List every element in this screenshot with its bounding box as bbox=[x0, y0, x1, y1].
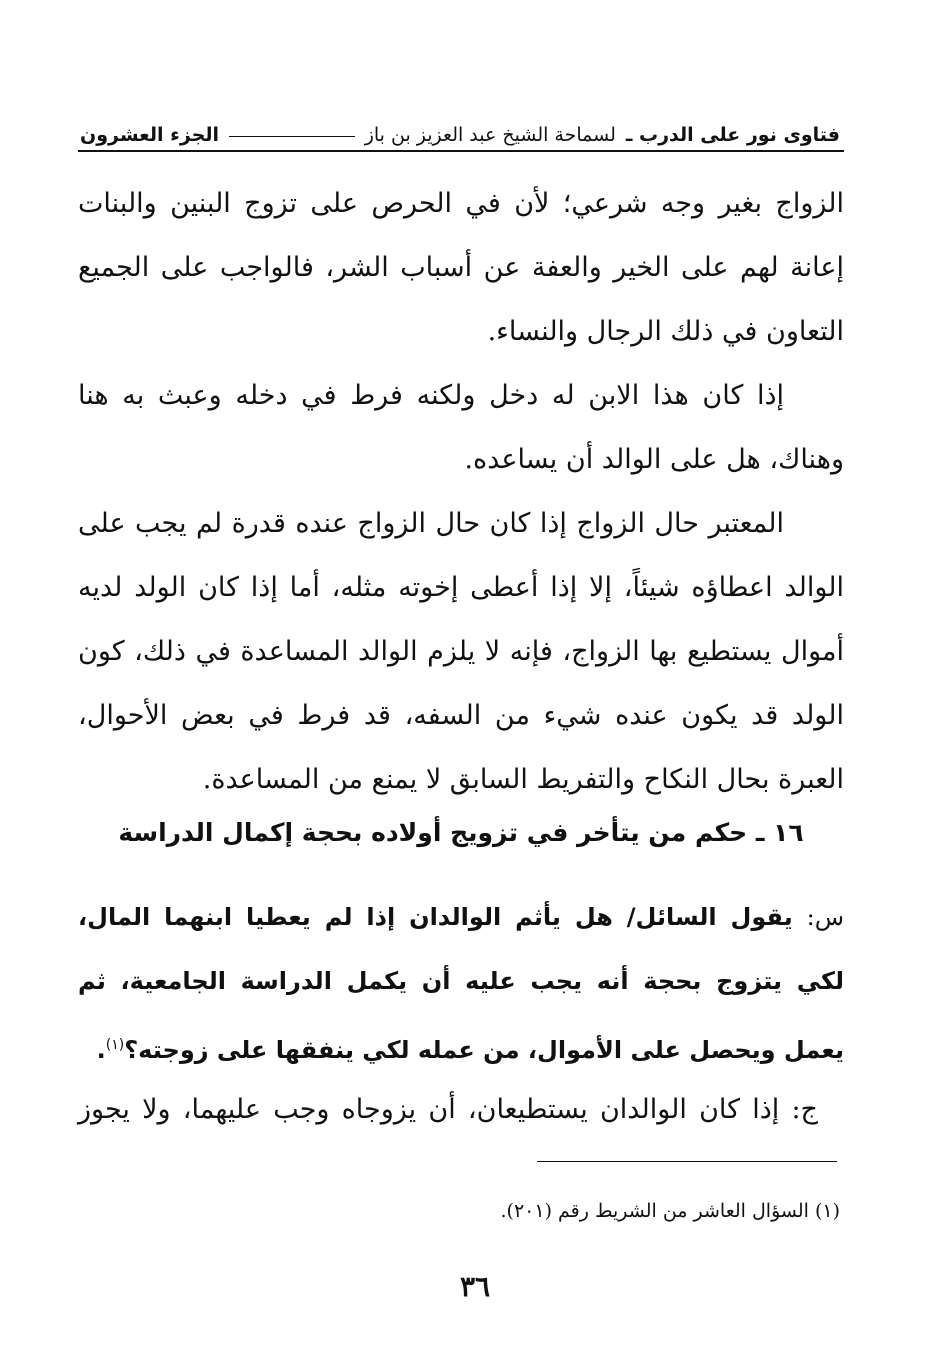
header-book-title: فتاوى نور على الدرب ـ bbox=[625, 124, 840, 146]
answer-text: إذا كان الوالدان يستطيعان، أن يزوجاه وجب عليهما، ولا يجوز bbox=[78, 1094, 780, 1125]
section-heading: ١٦ ـ حكم من يتأخر في تزويج أولاده بحجة إكمال الدراسة bbox=[118, 818, 804, 847]
header-part: الجزء العشرون bbox=[80, 124, 220, 146]
question-label: س: bbox=[806, 903, 844, 931]
answer-label: ج: bbox=[791, 1094, 818, 1125]
paragraph: إذا كان هذا الابن له دخل ولكنه فرط في دخله وعبث به هنا وهناك، هل على الوالد أن يساعده. bbox=[78, 380, 844, 475]
header-author: لسماحة الشيخ عبد العزيز بن باز bbox=[364, 124, 616, 146]
footnote: (١) السؤال العاشر من الشريط رقم (٢٠١). bbox=[500, 1200, 840, 1222]
body-text bbox=[78, 172, 844, 812]
paragraph: الزواج بغير وجه شرعي؛ لأن في الحرص على تزوج البنين والبنات إعانة لهم على الخير والعفة عن أسباب الشر، فالواجب على الجميع التعاون في ذلك الرجال والنساء. bbox=[78, 188, 844, 347]
header-rule bbox=[78, 150, 844, 152]
footnote-rule bbox=[537, 1161, 837, 1162]
footnote-marker: (١) bbox=[105, 1037, 125, 1053]
paragraph: المعتبر حال الزواج إذا كان حال الزواج عنده قدرة لم يجب على الوالد اعطاؤه شيئاً، إلا إذا أعطى إخوته مثله، أما إذا كان الولد لديه أموال يستطيع بها الزواج، فإنه لا يلزم الوالد المساعدة في ذلك، كون الولد قد يكون عنده شيء من السفه، قد فرط في بعض الأحوال، العبرة بحال النكاح والتفريط السابق لا يمنع من المساعدة. bbox=[78, 508, 844, 795]
page-number: ٣٦ bbox=[459, 1270, 491, 1303]
header-dash-line bbox=[229, 136, 355, 137]
question-block bbox=[78, 885, 844, 1082]
answer-block bbox=[78, 1078, 818, 1142]
question-text: يقول السائل/ هل يأثم الوالدان إذا لم يعطيا ابنهما المال، لكي يتزوج بحجة أنه يجب عليه أن يكمل الدراسة الجامعية، ثم يعمل ويحصل على الأموال، من عمله لكي ينفقها على زوجته؟ bbox=[78, 903, 844, 1064]
running-header bbox=[80, 112, 840, 146]
question-end: . bbox=[96, 1036, 106, 1064]
